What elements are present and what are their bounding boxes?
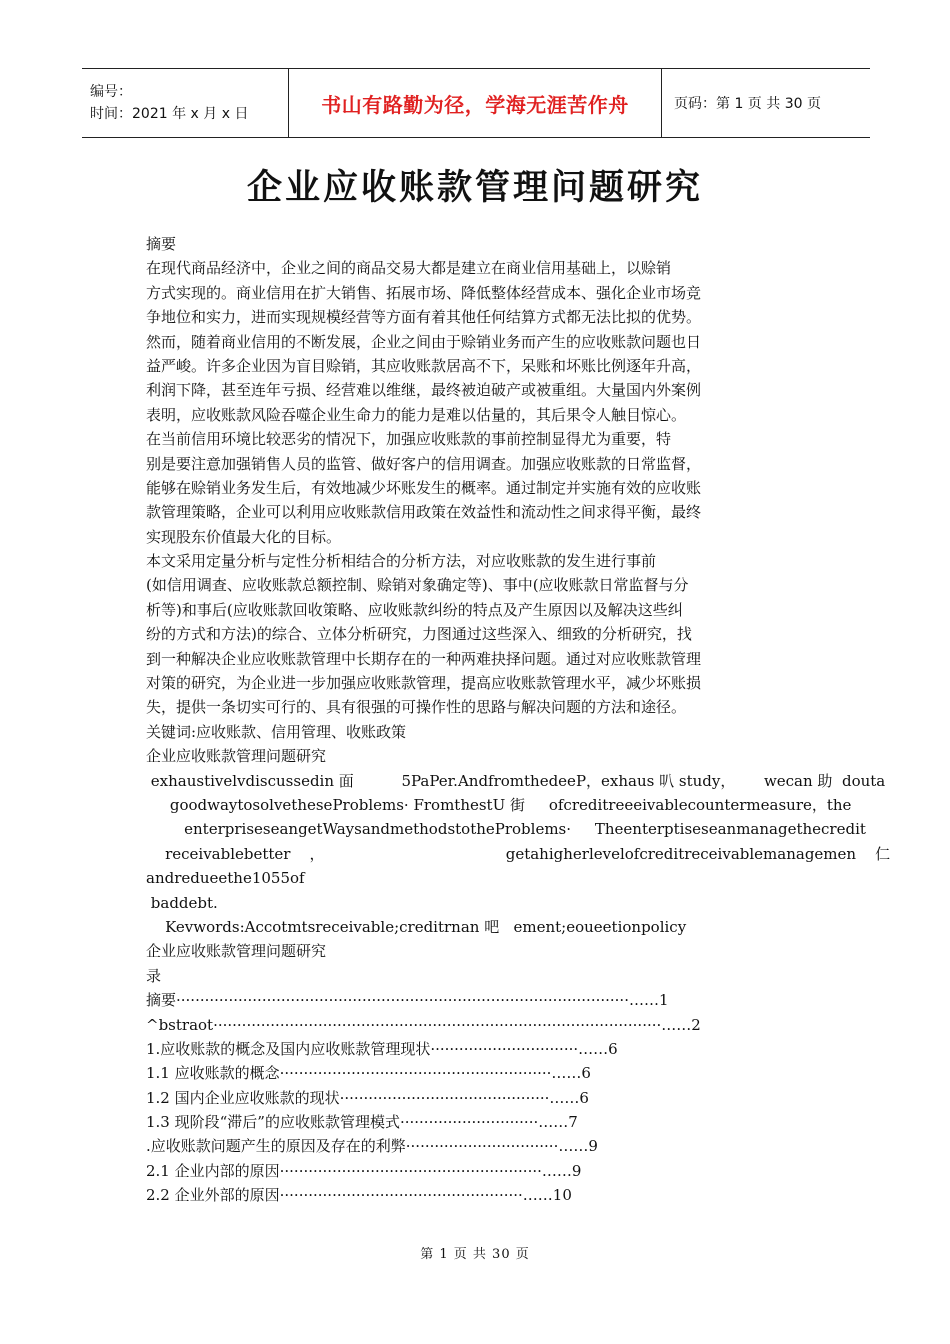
paragraph-line: 析等)和事后(应收账款回收策略、应收账款纠纷的特点及产生原因以及解决这些纠	[146, 600, 683, 619]
toc-entry: 1.1 应收账款的概念·························································……6	[146, 1064, 591, 1083]
paragraph-line: (如信用调查、应收账款总额控制、赊销对象确定等)、事中(应收账款日常监督与分	[146, 576, 689, 595]
toc-entry: 2.1 企业内部的原因·······················································……9	[146, 1161, 582, 1180]
toc-entry: 摘要·······························································································……1	[146, 991, 669, 1010]
paragraph-line: 争地位和实力，进而实现规模经营等方面有着其他任何结算方式都无法比拟的优势。	[146, 308, 702, 327]
english-keywords-line: Kevwords:Accotmtsreceivable;creditrnan 吧 ement;eoueetionpolicy	[146, 917, 687, 936]
motto: 书山有路勤为径，学海无涯苦作舟	[321, 92, 629, 117]
paragraph-line: 本文采用定量分析与定性分析相结合的分析方法，对应收账款的发生进行事前	[146, 552, 657, 571]
paragraph-line: 在现代商品经济中，企业之间的商品交易大都是建立在商业信用基础上，以赊销	[146, 259, 672, 278]
document-title: 企业应收账款管理问题研究	[246, 168, 703, 208]
paragraph-line: 别是要注意加强销售人员的监管、做好客户的信用调查。加强应收账款的日常监督，	[146, 454, 702, 473]
english-abstract-line: goodwaytosolvetheseProblems· FromthestU 街 ofcreditreeeivablecountermeasure，the	[146, 795, 852, 814]
toc-entry: ^bstraot······························································································……2	[146, 1015, 701, 1034]
paragraph-line: 表明，应收账款风险吞噬企业生命力的能力是难以估量的，其后果令人触目惊心。	[146, 405, 687, 424]
paragraph-line: 益严峻。许多企业因为盲目赊销，其应收账款居高不下，呆账和坏账比例逐年升高，	[146, 356, 702, 375]
paragraph-line: 在当前信用环境比较恶劣的情况下，加强应收账款的事前控制显得尤为重要，特	[146, 430, 672, 449]
paragraph-line: 实现股东价值最大化的目标。	[146, 527, 342, 546]
toc-heading: 录	[146, 966, 162, 985]
paragraph-line: 能够在赊销业务发生后，有效地减少坏账发生的概率。通过制定并实施有效的应收账	[146, 478, 702, 497]
header-meta	[82, 69, 289, 137]
running-title: 企业应收账款管理问题研究	[146, 747, 327, 766]
toc-entry: 1.2 国内企业应收账款的现状············································……6	[146, 1088, 589, 1107]
paragraph-line: 纷的方式和方法)的综合、立体分析研究，力图通过这些深入、细致的分析研究，找	[146, 625, 692, 644]
header-motto-cell	[289, 69, 662, 137]
abstract-heading: 摘要	[146, 235, 177, 253]
english-abstract-line: enterpriseseangetWaysandmethodstotheProblems· Theenterptiseseanmanagethecredit	[146, 820, 866, 839]
toc-entry: 1.3 现阶段“滞后”的应收账款管理模式·····························……7	[146, 1113, 578, 1132]
paragraph-line: 到一种解决企业应收账款管理中长期存在的一种两难抉择问题。通过对应收账款管理	[146, 649, 702, 668]
page-header	[82, 68, 870, 138]
english-abstract-line: andredueethe1055of	[146, 869, 305, 888]
paragraph-line: 利润下降，甚至连年亏损、经营难以维继，最终被迫破产或被重组。大量国内外案例	[146, 381, 702, 400]
document-body	[146, 232, 891, 1208]
paragraph-line: 对策的研究，为企业进一步加强应收账款管理，提高应收账款管理水平，减少坏账损	[146, 674, 702, 693]
toc-entry: 1.应收账款的概念及国内应收账款管理现状·······························……6	[146, 1039, 618, 1058]
paragraph-line: 方式实现的。商业信用在扩大销售、拓展市场、降低整体经营成本、强化企业市场竞	[146, 283, 702, 302]
number-label: 编号：	[90, 84, 132, 100]
english-abstract-line: exhaustivelvdiscussedin 面 5PaPer.AndfromthedeeP，exhaus 叭 study， wecan 助 douta	[146, 771, 886, 790]
paragraph-line: 失，提供一条切实可行的、具有很强的可操作性的思路与解决问题的方法和途径。	[146, 698, 687, 717]
page-info: 页码：第 1 页 共 30 页	[674, 96, 821, 112]
paragraph-line: 款管理策略，企业可以利用应收账款信用政策在效益性和流动性之间求得平衡，最终	[146, 503, 702, 522]
keywords-line: 关键词:应收账款、信用管理、收账政策	[146, 722, 407, 741]
paragraph-line: 然而，随着商业信用的不断发展，企业之间由于赊销业务而产生的应收账款问题也日	[146, 332, 702, 351]
english-abstract-line: receivablebetter ， getahigherlevelofcreditreceivablemanagemen 仁	[146, 844, 891, 863]
page-footer: 第 1 页 共 30 页	[420, 1247, 530, 1262]
english-abstract-line: baddebt.	[146, 893, 218, 912]
toc-entry: 2.2 企业外部的原因···················································……10	[146, 1186, 572, 1205]
toc-running-title: 企业应收账款管理问题研究	[146, 942, 327, 961]
date-label: 时间：2021 年 x 月 x 日	[90, 106, 249, 122]
header-page-info-cell	[662, 69, 821, 137]
toc-entry: .应收账款问题产生的原因及存在的利弊································……9	[146, 1137, 598, 1156]
